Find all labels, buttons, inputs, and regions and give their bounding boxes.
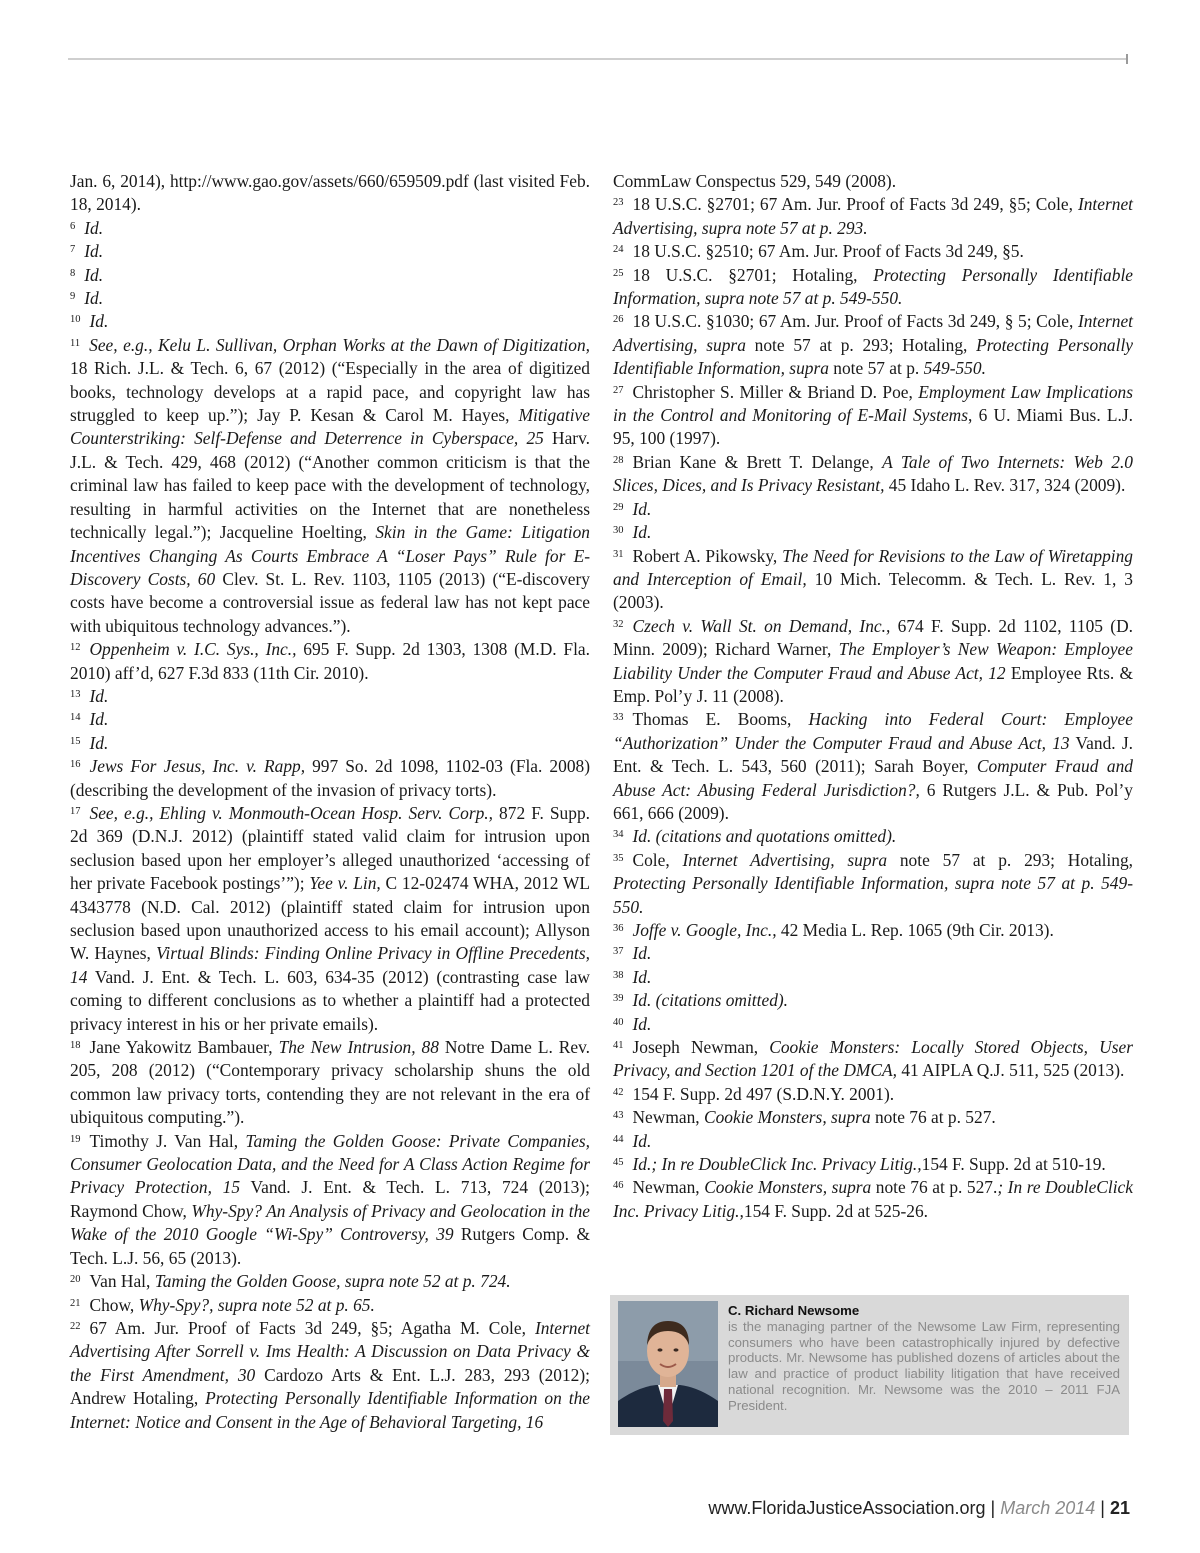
footnote-text: Id. (citations omitted). [632, 990, 789, 1011]
footnote [613, 1153, 1133, 1176]
footnote-number: 15 [70, 735, 81, 747]
footnote-text: Id. [89, 732, 109, 753]
footnote-text: Id. [89, 311, 109, 332]
footnote-number: 30 [613, 525, 624, 537]
footnote-number: 20 [70, 1274, 81, 1286]
footnote [70, 1130, 590, 1270]
footnote-text: Chow, Why-Spy?, supra note 52 at p. 65. [89, 1294, 375, 1315]
footnote-number: 24 [613, 244, 624, 256]
footnote [613, 498, 1133, 521]
footnote-text: Id. [89, 709, 109, 730]
footnote-number: 27 [613, 384, 624, 396]
footnote-number: 19 [70, 1133, 81, 1145]
footnote-text: 18 U.S.C. §2701; 67 Am. Jur. Proof of Facts 3d 249, §5; Cole, Internet Advertising, supra note 57 at p. 293. [613, 194, 1133, 238]
footnote-text: Thomas E. Booms, Hacking into Federal Court: Employee “Authorization” Under the Computer Fraud and Abuse Act, 13 Vand. J. Ent. & Tech. L. 543, 560 (2011); Sarah Boyer, Computer Fraud and Abuse Act: Abusing Federal Jurisdiction?, 6 Rutgers J.L. & Pub. Pol’y 661, 666 (2009). [613, 709, 1134, 823]
header-rule [68, 58, 1128, 60]
footnote [613, 1083, 1133, 1106]
footnote [70, 1036, 590, 1130]
right-column-lead: CommLaw Conspectus 529, 549 (2008). [613, 171, 897, 191]
author-bio-text [728, 1303, 1120, 1414]
footnote [613, 240, 1133, 263]
footnote [613, 1036, 1133, 1083]
footnote-number: 14 [70, 712, 81, 724]
footnote-text: Oppenheim v. I.C. Sys., Inc., 695 F. Supp. 2d 1303, 1308 (M.D. Fla. 2010) aff’d, 627 F.3d 833 (11th Cir. 2010). [70, 639, 590, 683]
footnote [70, 217, 590, 240]
footnote-number: 12 [70, 642, 81, 654]
footnote [613, 919, 1133, 942]
footnote-text: Id. [632, 522, 652, 543]
footnote [613, 1013, 1133, 1036]
footnote [70, 264, 590, 287]
footnote-number: 45 [613, 1157, 624, 1169]
left-footnote-list [70, 217, 590, 1434]
footnote-number: 9 [70, 291, 76, 303]
right-footnote-column [613, 170, 1133, 1223]
footnote-number: 34 [613, 829, 624, 841]
footnote-text: Id. [84, 288, 104, 309]
footnote [70, 802, 590, 1036]
footnote-number: 8 [70, 267, 76, 279]
footnote [613, 451, 1133, 498]
footnote [613, 615, 1133, 709]
footnote-text: Newman, Cookie Monsters, supra note 76 at p. 527.; In re DoubleClick Inc. Privacy Litig.,154 F. Supp. 2d at 525-26. [613, 1177, 1133, 1221]
footnote-text: Id. (citations and quotations omitted). [632, 826, 897, 847]
footnote-text: See, e.g., Kelu L. Sullivan, Orphan Works at the Dawn of Digitization, 18 Rich. J.L. & Tech. 6, 67 (2012) (“Especially in the area of digitized books, technology develops at a rapid pace, and copyright law has struggled to keep up.”); Jay P. Kesan & Carol M. Hayes, Mitigative Counterstriking: Self-Defense and Deterrence in Cyberspace, 25 Harv. J.L. & Tech. 429, 468 (2012) (“Another common criticism is that the criminal law has failed to keep pace with the development of technology, resulting in harmful activities on the Internet that are nonetheless technically legal.”); Jacqueline Hoelting, Skin in the Game: Litigation Incentives Changing As Courts Embrace A “Loser Pays” Rule for E-Discovery Costs, 60 Clev. St. L. Rev. 1103, 1105 (2013) (“E-discovery costs have become a controversial issue as federal law has not kept pace with ubiquitous technology advances.”). [70, 334, 591, 636]
footnote-text: Christopher S. Miller & Briand D. Poe, Employment Law Implications in the Control and Monitoring of E-Mail Systems, 6 U. Miami Bus. L.J. 95, 100 (1997). [613, 381, 1133, 449]
footnote-text: See, e.g., Ehling v. Monmouth-Ocean Hosp. Serv. Corp., 872 F. Supp. 2d 369 (D.N.J. 2012) (plaintiff stated valid claim for intrusion upon seclusion based upon her employer’s alleged unauthorized ‘accessing of her private Facebook postings’”); Yee v. Lin, C 12-02474 WHA, 2012 WL 4343778 (N.D. Cal. 2012) (plaintiff stated claim for intrusion upon seclusion based upon unauthorized access to his email account); Allyson W. Haynes, Virtual Blinds: Finding Online Privacy in Offline Precedents, 14 Vand. J. Ent. & Tech. L. 603, 634-35 (2012) (contrasting case law coming to different conclusions as to whether a plaintiff had a protected privacy interest in his or her private emails). [70, 802, 590, 1034]
footnote-text: Czech v. Wall St. on Demand, Inc., 674 F. Supp. 2d 1102, 1105 (D. Minn. 2009); Richard Warner, The Employer’s New Weapon: Employee Liability Under the Computer Fraud and Abuse Act, 12 Employee Rts. & Emp. Pol’y J. 11 (2008). [613, 615, 1134, 706]
footnote-number: 28 [613, 454, 624, 466]
page-number: 21 [1109, 1498, 1130, 1518]
footnote-number: 36 [613, 923, 624, 934]
header-rule-cap [1126, 54, 1128, 64]
footnote [613, 1130, 1133, 1153]
footnote [613, 708, 1133, 825]
footnote-text: 18 U.S.C. §1030; 67 Am. Jur. Proof of Facts 3d 249, § 5; Cole, Internet Advertising, supra note 57 at p. 293; Hotaling, Protecting Personally Identifiable Information, supra note 57 at p. 549-550. [613, 311, 1133, 379]
footnote [70, 1270, 590, 1293]
footnote-number: 23 [613, 197, 624, 209]
footnote-text: Id. [84, 264, 104, 285]
footnote-text: Timothy J. Van Hal, Taming the Golden Goose: Private Companies, Consumer Geolocation Data, and the Need for A Class Action Regime for Privacy Protection, 15 Vand. J. Ent. & Tech. L. 713, 724 (2013); Raymond Chow, Why-Spy? An Analysis of Privacy and Geolocation in the Wake of the 2010 Google “Wi-Spy” Controversy, 39 Rutgers Comp. & Tech. L.J. 56, 65 (2013). [70, 1130, 590, 1268]
footnote-number: 39 [613, 993, 624, 1005]
footnote-number: 26 [613, 314, 624, 326]
footnote-number: 22 [70, 1320, 81, 1332]
footnote [613, 193, 1133, 240]
footnote-number: 38 [613, 969, 624, 981]
footnote-number: 6 [70, 220, 76, 232]
footnote [613, 966, 1133, 989]
footnote [70, 732, 590, 755]
left-footnote-column [70, 170, 590, 1434]
footnote [613, 942, 1133, 965]
footnote [70, 755, 590, 802]
footnote-text: Newman, Cookie Monsters, supra note 76 at p. 527. [632, 1107, 996, 1128]
footnote [613, 1106, 1133, 1129]
footnote-text: Cole, Internet Advertising, supra note 57 at p. 293; Hotaling, Protecting Personally Identifiable Information, supra note 57 at p. 549-550. [613, 849, 1134, 917]
author-name: C. Richard Newsome [728, 1303, 860, 1318]
footnote-text: Id. [632, 1130, 652, 1151]
footnote [70, 1317, 590, 1434]
footnote [613, 849, 1133, 919]
footnote-number: 17 [70, 805, 81, 817]
footnote [613, 521, 1133, 544]
footnote-text: Jews For Jesus, Inc. v. Rapp, 997 So. 2d 1098, 1102-03 (Fla. 2008) (describing the development of the invasion of privacy torts). [70, 756, 590, 800]
page-footer [650, 1498, 1130, 1519]
footnote-number: 37 [613, 946, 624, 958]
footnote-text: Robert A. Pikowsky, The Need for Revisions to the Law of Wiretapping and Interception of Email, 10 Mich. Telecomm. & Tech. L. Rev. 1, 3 (2003). [613, 545, 1134, 613]
footnote [70, 1294, 590, 1317]
footnote [613, 381, 1133, 451]
footnote [70, 708, 590, 731]
footnote [70, 240, 590, 263]
footnote-number: 18 [70, 1040, 81, 1052]
footnote-text: 67 Am. Jur. Proof of Facts 3d 249, §5; Agatha M. Cole, Internet Advertising After Sorrell v. Ims Health: A Discussion on Data Privacy & the First Amendment, 30 Cardozo Arts & Ent. L.J. 283, 293 (2012); Andrew Hotaling, Protecting Personally Identifiable Information on the Internet: Notice and Consent in the Age of Behavioral Targeting, 16 [70, 1317, 591, 1432]
footnote-text: Jane Yakowitz Bambauer, The New Intrusion, 88 Notre Dame L. Rev. 205, 208 (2012) (“Contemporary privacy scholarship shuns the old common law privacy torts, contending they are not relevant in the era of ubiquitous computing.”). [70, 1037, 590, 1128]
footnote-text: Id.; In re DoubleClick Inc. Privacy Litig.,154 F. Supp. 2d at 510-19. [632, 1154, 1106, 1175]
footnote-text: Brian Kane & Brett T. Delange, A Tale of Two Internets: Web 2.0 Slices, Dices, and Is Privacy Resistant, 45 Idaho L. Rev. 317, 324 (2009). [613, 451, 1133, 496]
footnote-number: 13 [70, 688, 81, 700]
footnote-text: 18 U.S.C. §2510; 67 Am. Jur. Proof of Facts 3d 249, §5. [632, 241, 1024, 262]
author-bio-box [610, 1295, 1129, 1435]
footnote [70, 287, 590, 310]
footnote-number: 21 [70, 1297, 81, 1309]
footnote [613, 264, 1133, 311]
footnote-number: 29 [613, 501, 624, 513]
footnote [613, 545, 1133, 615]
footnote-number: 25 [613, 267, 624, 279]
footnote-text: Joseph Newman, Cookie Monsters: Locally Stored Objects, User Privacy, and Section 1201 of the DMCA, 41 AIPLA Q.J. 511, 525 (2013). [613, 1037, 1133, 1081]
footnote-text: Id. [632, 943, 652, 964]
footnote-number: 43 [613, 1110, 624, 1122]
footnote [70, 638, 590, 685]
footnote-text: Id. [632, 498, 652, 519]
footer-website: www.FloridaJusticeAssociation.org [708, 1498, 986, 1518]
footnote [613, 989, 1133, 1012]
footnote [70, 334, 590, 638]
footnote-number: 33 [613, 712, 624, 724]
footer-separator: | [990, 1498, 996, 1518]
author-photo [618, 1301, 718, 1427]
right-footnote-list [613, 193, 1133, 1223]
footnote-number: 46 [613, 1180, 624, 1192]
footnote-text: 154 F. Supp. 2d 497 (S.D.N.Y. 2001). [632, 1083, 895, 1104]
footnote-text: Id. [632, 966, 652, 987]
footnote-number: 31 [613, 548, 624, 560]
footer-issue-date: March 2014 [1000, 1498, 1096, 1518]
left-column-lead: Jan. 6, 2014), http://www.gao.gov/assets/660/659509.pdf (last visited Feb. 18, 2014). [70, 171, 590, 215]
footnote [70, 685, 590, 708]
footnote-number: 16 [70, 759, 81, 771]
footnote-number: 42 [613, 1086, 624, 1098]
footnote [70, 310, 590, 333]
footnote-number: 44 [613, 1133, 624, 1145]
footnote-text: Joffe v. Google, Inc., 42 Media L. Rep. 1065 (9th Cir. 2013). [632, 920, 1054, 940]
footnote-number: 7 [70, 244, 76, 256]
footnote [613, 825, 1133, 848]
footnote-text: Id. [89, 685, 109, 706]
footnote-text: Id. [84, 241, 104, 262]
footer-separator: | [1100, 1498, 1105, 1518]
footnote-text: Van Hal, Taming the Golden Goose, supra note 52 at p. 724. [89, 1271, 511, 1292]
footnote-number: 32 [613, 618, 624, 630]
footnote [613, 1176, 1133, 1223]
footnote-number: 40 [613, 1016, 624, 1028]
footnote-text: Id. [84, 217, 104, 238]
footnote-text: Id. [632, 1013, 652, 1034]
footnote-number: 41 [613, 1040, 624, 1052]
footnote-number: 35 [613, 852, 624, 864]
author-description: is the managing partner of the Newsome Law Firm, representing consumers who have been catastrophically injured by defective products. Mr. Newsome has published dozens of articles about the law and practice of product liability litigation that have received national recognition. Mr. Newsome was the 2010 – 2011 FJA President. [728, 1318, 1120, 1413]
footnote [613, 310, 1133, 380]
footnote-text: 18 U.S.C. §2701; Hotaling, Protecting Personally Identifiable Information, supra note 57 at p. 549-550. [613, 264, 1133, 309]
footnote-number: 10 [70, 314, 81, 326]
footnote-number: 11 [70, 337, 81, 349]
